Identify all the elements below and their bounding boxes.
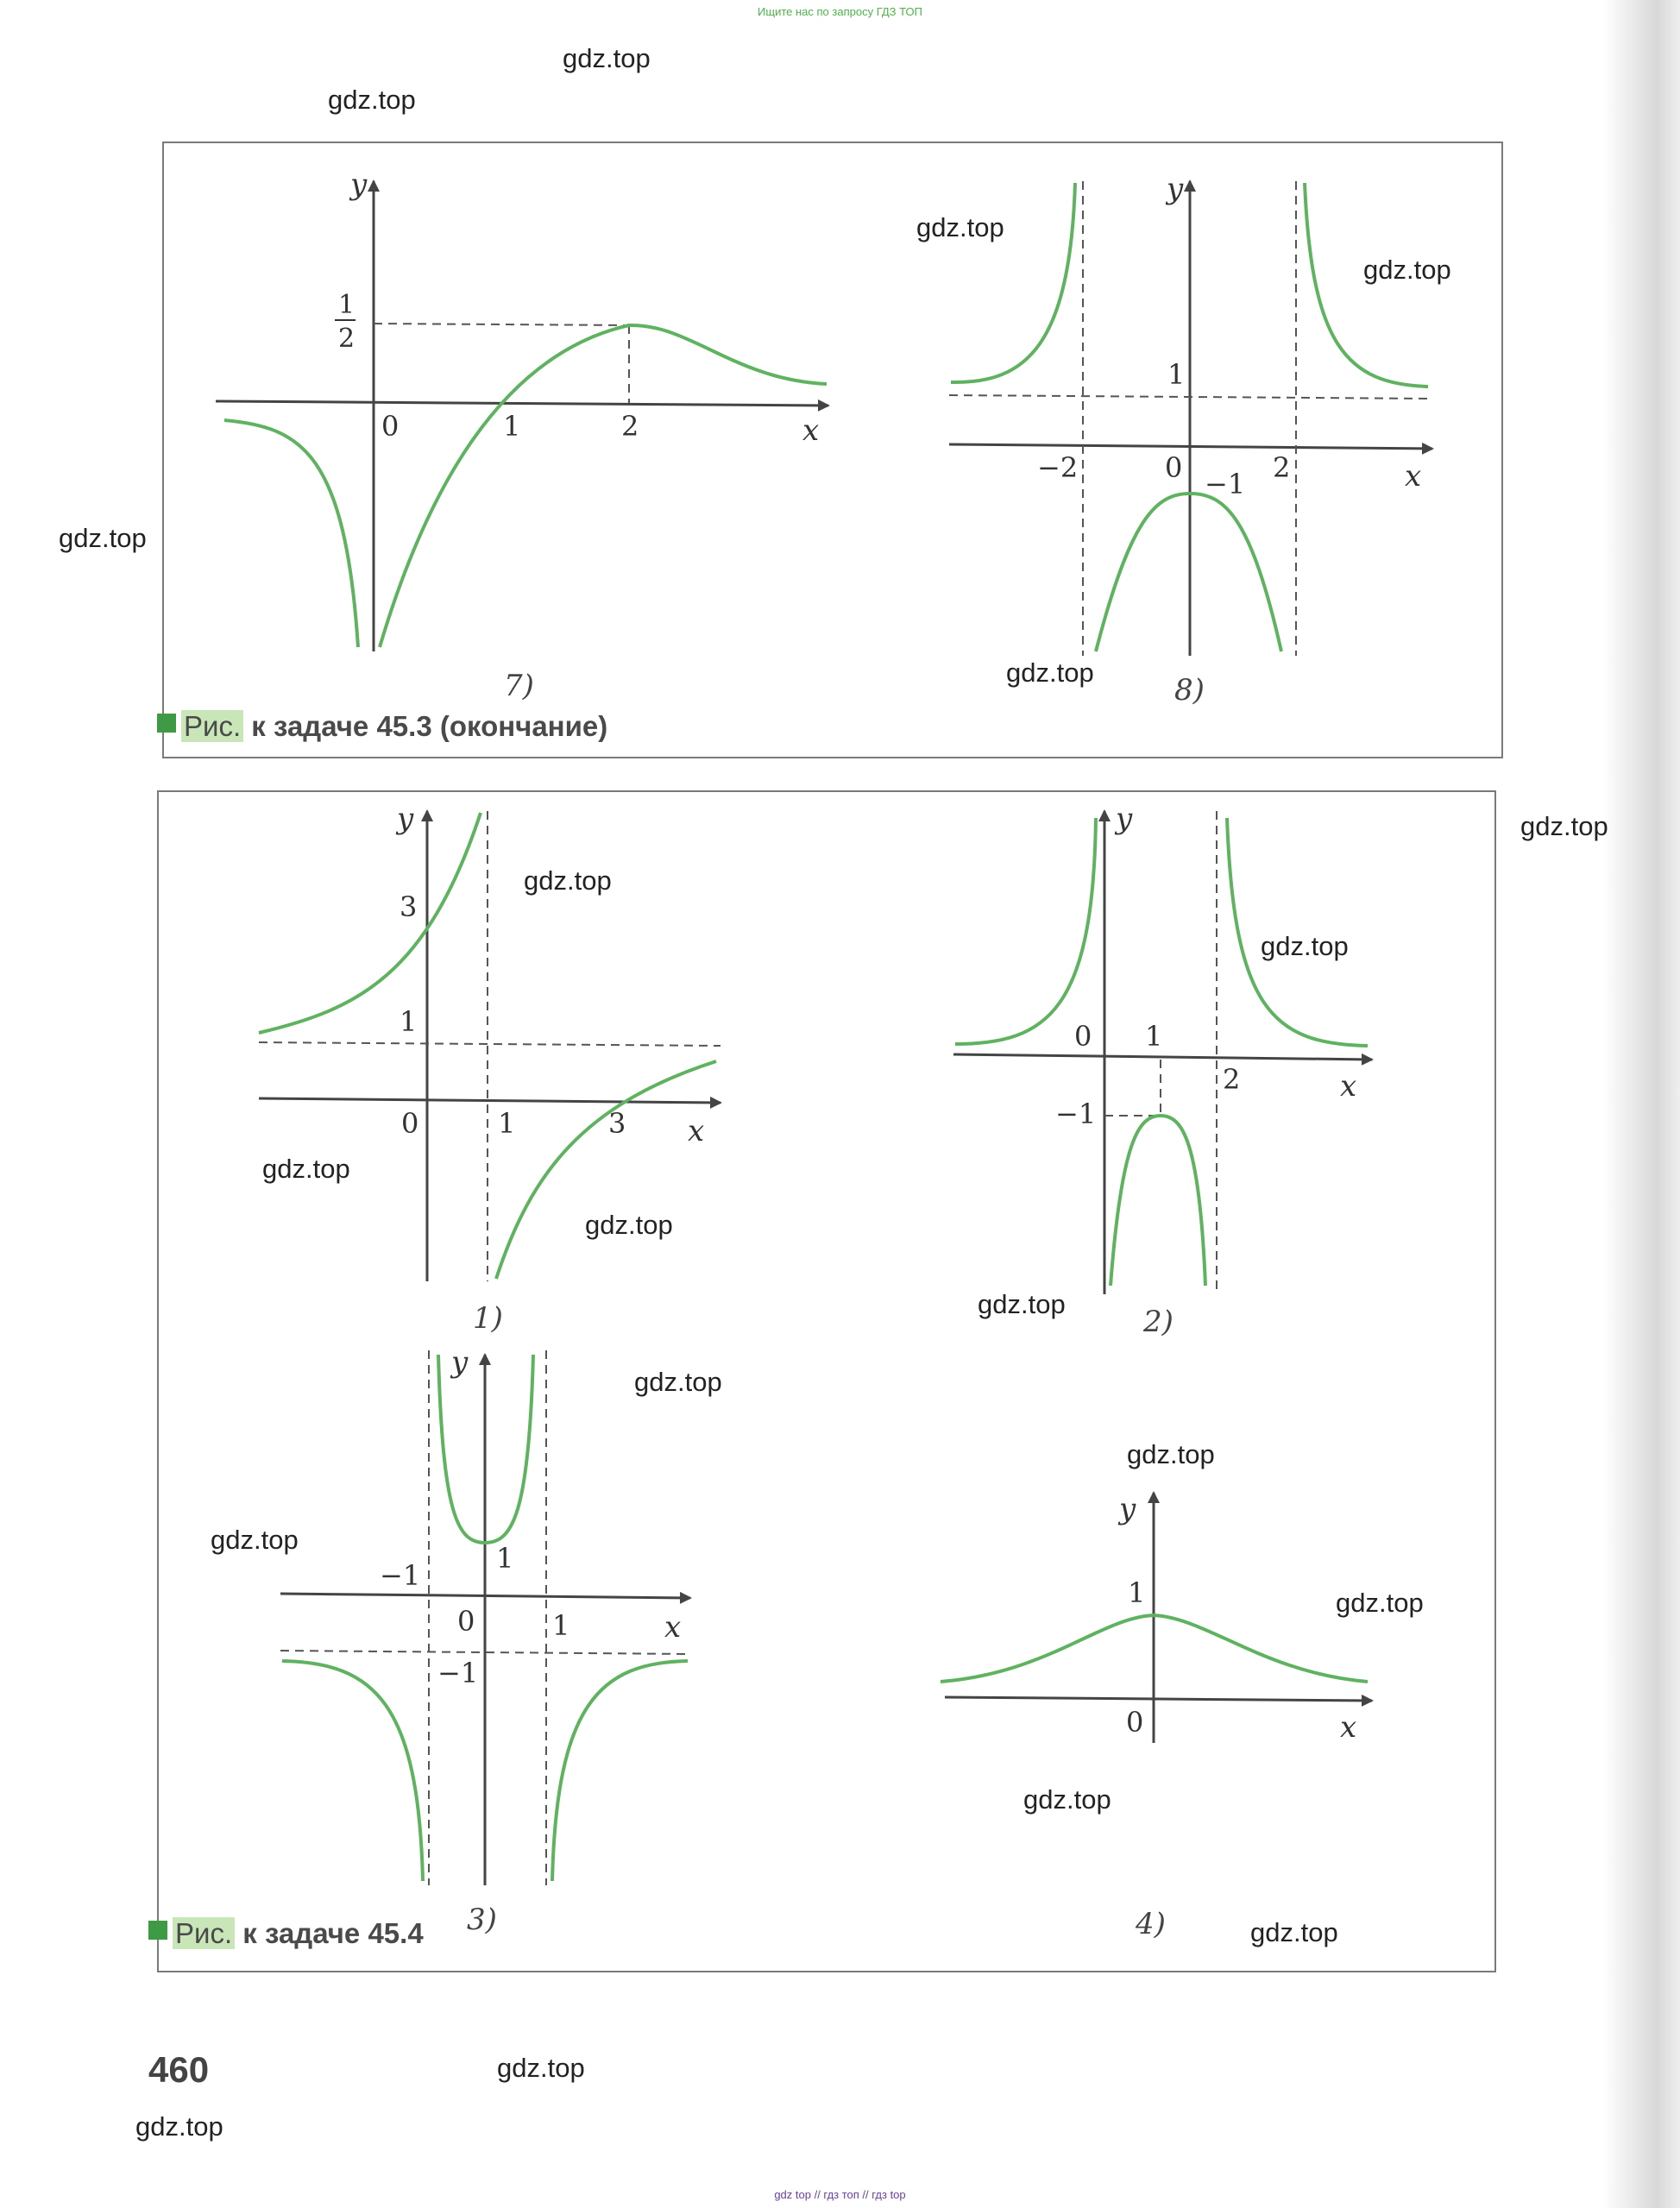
watermark: gdz.top [497, 2053, 585, 2083]
caption-marker-icon [148, 1921, 167, 1940]
y-tick-3: 3 [400, 890, 418, 923]
x-tick-minus-2: −2 [1037, 451, 1079, 484]
guide-y-half [374, 324, 629, 325]
figure-45-3-caption [157, 710, 607, 743]
y-tick-fraction-num: 1 [338, 290, 356, 320]
watermark: gdz.top [1023, 1784, 1111, 1815]
watermark: gdz.top [262, 1154, 350, 1184]
origin-label: 0 [457, 1605, 475, 1638]
y-tick-1: 1 [400, 1005, 418, 1038]
x-tick-minus-1: −1 [380, 1559, 421, 1592]
caption-marker-icon [157, 714, 176, 733]
watermark: gdz.top [524, 865, 612, 896]
asymptote-y-1 [259, 1042, 720, 1046]
graph-2-label: 2) [1143, 1305, 1173, 1339]
caption-ris: Рис. [181, 710, 243, 742]
x-tick-1: 1 [498, 1107, 516, 1140]
curve-right-branch [496, 1061, 716, 1279]
y-tick-fraction-den: 2 [338, 324, 356, 354]
graph-7 [207, 168, 846, 720]
caption-text: к задаче 45.3 (окончание) [243, 710, 608, 742]
top-banner: Ищите нас по запросу ГДЗ ТОП [758, 5, 922, 18]
y-axis-label: y [451, 1345, 469, 1380]
y-tick-minus-1: −1 [437, 1657, 479, 1689]
watermark: gdz.top [1250, 1917, 1338, 1947]
y-axis-label: y [397, 802, 414, 836]
watermark: gdz.top [59, 523, 147, 553]
watermark: gdz.top [916, 212, 1004, 242]
graph-8-label: 8) [1174, 673, 1205, 708]
watermark: gdz.top [563, 43, 651, 73]
x-axis-label: x [1405, 459, 1422, 494]
watermark: gdz.top [1127, 1439, 1215, 1469]
origin-label: 0 [381, 410, 400, 443]
graph-1 [255, 802, 738, 1286]
watermark: gdz.top [1006, 657, 1094, 688]
graph-7-label: 7) [504, 669, 534, 703]
x-tick-2: 2 [621, 410, 639, 443]
graph-3-label: 3) [467, 1903, 497, 1937]
curve-left-branch [955, 818, 1096, 1044]
graph-2 [945, 802, 1394, 1303]
watermark: gdz.top [1261, 931, 1349, 961]
book-spine-shadow [1602, 0, 1680, 2208]
origin-label: 0 [1074, 1020, 1092, 1053]
x-tick-1: 1 [552, 1609, 570, 1642]
curve-right-branch [1305, 183, 1428, 387]
x-axis [953, 1054, 1372, 1060]
curve-right-branch [380, 325, 827, 647]
y-axis-label: y [350, 167, 368, 202]
y-tick-1: 1 [1128, 1576, 1146, 1609]
figure-45-4-caption [148, 1917, 424, 1950]
curve-right-branch [552, 1661, 688, 1881]
origin-label: 0 [1126, 1706, 1144, 1739]
curve-middle-branch [1111, 1116, 1205, 1286]
x-tick-2: 2 [1223, 1063, 1241, 1096]
x-axis-label: x [688, 1114, 705, 1148]
y-axis-label: y [1119, 1492, 1136, 1526]
y-tick-minus-1: −1 [1205, 468, 1246, 500]
watermark: gdz.top [978, 1289, 1066, 1319]
x-axis [945, 1697, 1372, 1701]
x-axis [259, 1098, 720, 1103]
y-tick-1: 1 [496, 1542, 514, 1575]
watermark: gdz.top [211, 1525, 299, 1555]
curve-left-branch [259, 813, 481, 1033]
curve-left-branch [951, 183, 1075, 382]
origin-label: 0 [1165, 451, 1183, 484]
x-axis-label: x [664, 1610, 682, 1645]
graph-3 [272, 1342, 703, 1894]
y-tick-minus-1: −1 [1055, 1098, 1097, 1130]
y-axis-label: y [1116, 802, 1133, 836]
x-axis-label: x [1340, 1069, 1357, 1104]
watermark: gdz.top [1363, 255, 1451, 285]
watermark: gdz.top [328, 85, 416, 115]
x-tick-1: 1 [1145, 1020, 1163, 1053]
watermark: gdz.top [1520, 811, 1608, 841]
curve-left-branch [224, 420, 358, 647]
y-axis-label: y [1167, 172, 1184, 206]
graph-1-label: 1) [473, 1301, 503, 1336]
curve-right-branch [1227, 818, 1368, 1046]
graph-8 [941, 173, 1458, 664]
bottom-banner: gdz top // гдз топ // гдз top [774, 2188, 906, 2201]
curve-left-branch [282, 1661, 423, 1881]
x-tick-1: 1 [503, 410, 521, 443]
x-tick-3: 3 [608, 1107, 626, 1140]
x-axis-label: x [1340, 1710, 1357, 1745]
caption-ris: Рис. [173, 1917, 235, 1949]
watermark: gdz.top [1336, 1588, 1424, 1618]
x-tick-2: 2 [1273, 451, 1291, 484]
origin-label: 0 [401, 1107, 419, 1140]
y-tick-1: 1 [1167, 358, 1186, 391]
x-axis-label: x [802, 413, 820, 448]
watermark: gdz.top [135, 2111, 223, 2142]
page-number: 460 [148, 2049, 210, 2090]
graph-4 [936, 1480, 1385, 1756]
x-axis [216, 401, 828, 406]
watermark: gdz.top [634, 1367, 722, 1397]
caption-text: к задаче 45.4 [235, 1917, 424, 1949]
graph-4-label: 4) [1136, 1907, 1166, 1941]
watermark: gdz.top [585, 1210, 673, 1240]
